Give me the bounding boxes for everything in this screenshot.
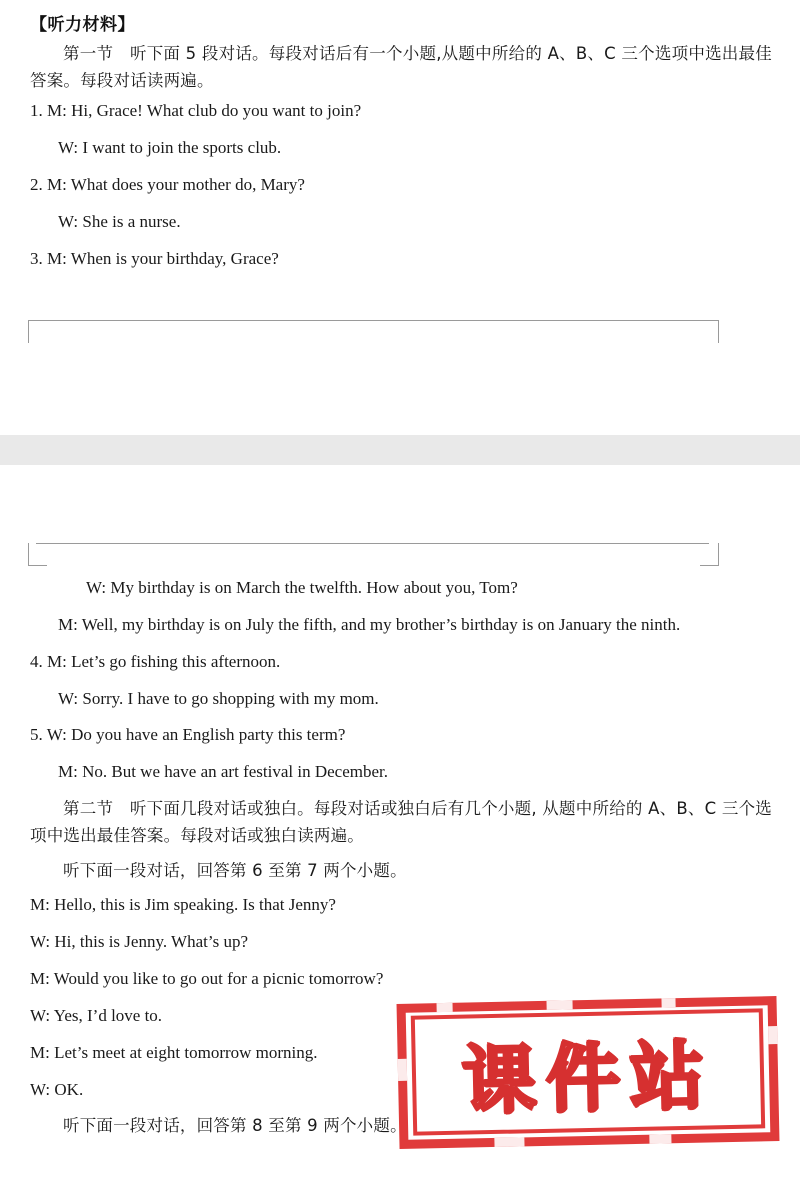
section-three-prompt: 听下面一段对话，回答第 8 至第 9 两个小题。 bbox=[63, 1116, 407, 1136]
stamp-speckle bbox=[661, 998, 675, 1007]
stamp-speckle bbox=[546, 1000, 572, 1010]
stamp-speckle bbox=[398, 1059, 407, 1081]
dialogue-line: W: Sorry. I have to go shopping with my mom. bbox=[58, 688, 379, 708]
watermark-text: 课件站 bbox=[461, 1032, 715, 1125]
dialogue-line: 3. M: When is your birthday, Grace? bbox=[30, 248, 279, 268]
dialogue-line: 2. M: What does your mother do, Mary? bbox=[30, 175, 305, 195]
dialogue-line: W: OK. bbox=[30, 1079, 84, 1099]
page-top-section bbox=[0, 0, 800, 435]
page-separator-band bbox=[0, 435, 800, 465]
dialogue-line: W: I want to join the sports club. bbox=[58, 138, 282, 158]
dialogue-line: 4. M: Let’s go fishing this afternoon. bbox=[30, 651, 281, 671]
dialogue-line: M: Hello, this is Jim speaking. Is that Jenny? bbox=[30, 895, 336, 915]
section-one-instructions: 第一节 听下面 5 段对话。每段对话后有一个小题,从题中所给的 A、B、C 三个选项中选出最佳答案。每段对话读两遍。 bbox=[30, 44, 772, 90]
dialogue-line: W: Hi, this is Jenny. What’s up? bbox=[30, 932, 248, 952]
dialogue-line: M: Would you like to go out for a picnic tomorrow? bbox=[30, 969, 384, 989]
page-title: 【听力材料】 bbox=[30, 15, 135, 35]
dialogue-line: W: My birthday is on March the twelfth. How about you, Tom? bbox=[86, 578, 518, 597]
stamp-speckle bbox=[649, 1134, 671, 1143]
stamp-speckle bbox=[437, 1003, 453, 1012]
dialogue-line: 5. W: Do you have an English party this term? bbox=[30, 725, 346, 745]
dialogue-line: 1. M: Hi, Grace! What club do you want to join? bbox=[30, 101, 362, 121]
stamp-speckle bbox=[494, 1137, 524, 1147]
top-text-block bbox=[30, 10, 772, 283]
section-two-prompt: 听下面一段对话，回答第 6 至第 7 两个小题。 bbox=[63, 860, 407, 880]
watermark-stamp bbox=[397, 996, 780, 1149]
crop-mark-bottom-left bbox=[28, 543, 47, 566]
crop-mark-top-right bbox=[700, 320, 719, 343]
dialogue-line: M: Well, my birthday is on July the fifth, and my brother’s birthday is on January the ninth. bbox=[58, 614, 681, 634]
dialogue-line: M: Let’s meet at eight tomorrow morning. bbox=[30, 1042, 318, 1062]
crop-mark-top-left bbox=[28, 320, 47, 343]
dialogue-line: W: Yes, I’d love to. bbox=[30, 1005, 163, 1025]
dialogue-line: W: She is a nurse. bbox=[58, 212, 181, 232]
dialogue-line: M: No. But we have an art festival in December. bbox=[58, 762, 388, 782]
page-rule-line-top bbox=[36, 320, 709, 321]
page-rule-line-bottom bbox=[36, 543, 709, 544]
crop-mark-bottom-right bbox=[700, 543, 719, 566]
section-two-instructions: 第二节 听下面几段对话或独白。每段对话或独白后有几个小题, 从题中所给的 A、B、C 三个选项中选出最佳答案。每段对话或独白读两遍。 bbox=[30, 799, 772, 845]
stamp-speckle bbox=[768, 1026, 777, 1044]
